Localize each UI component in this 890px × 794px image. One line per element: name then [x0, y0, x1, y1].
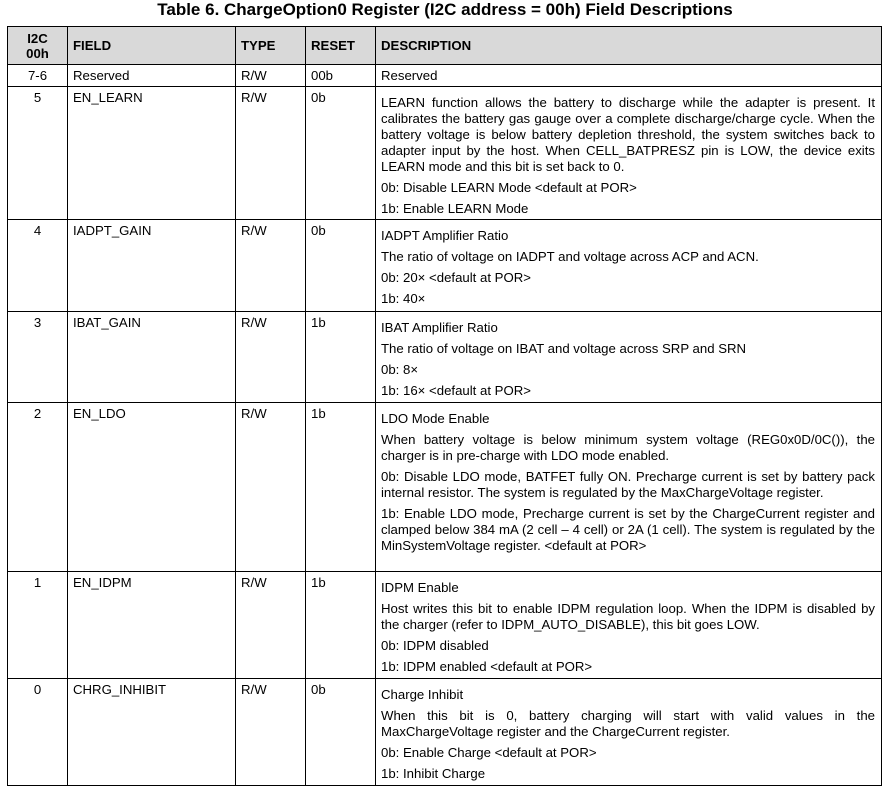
bit-cell: 3: [8, 312, 68, 403]
bit-cell: 5: [8, 87, 68, 220]
desc-option: 1b: 16× <default at POR>: [381, 383, 531, 398]
bit-cell: 7-6: [8, 65, 68, 87]
field-cell: IBAT_GAIN: [68, 312, 236, 403]
table-row: [8, 403, 882, 572]
reset-cell: 0b: [306, 87, 376, 220]
desc-option: 1b: 40×: [381, 291, 426, 306]
header-field: FIELD: [68, 27, 236, 65]
bit-cell: 1: [8, 572, 68, 679]
header-bit: [8, 27, 68, 65]
desc-heading: LDO Mode Enable: [381, 411, 490, 426]
description-cell: [376, 679, 882, 786]
bit-cell: 4: [8, 220, 68, 312]
header-bit-line1: I2C: [27, 30, 48, 46]
description-cell: [376, 220, 882, 312]
table-row: [8, 65, 882, 87]
desc-text: The ratio of voltage on IBAT and voltage across SRP and SRN: [381, 341, 747, 356]
reset-cell: 00b: [306, 65, 376, 87]
table-row: [8, 220, 882, 312]
desc-option: 0b: 8×: [381, 362, 419, 377]
desc-option: 0b: Disable LEARN Mode <default at POR>: [381, 180, 637, 195]
type-cell: R/W: [236, 572, 306, 679]
desc-heading: IADPT Amplifier Ratio: [381, 228, 509, 243]
desc-option: 1b: IDPM enabled <default at POR>: [381, 659, 593, 674]
header-description: DESCRIPTION: [376, 27, 882, 65]
reset-cell: 1b: [306, 572, 376, 679]
type-cell: R/W: [236, 679, 306, 786]
table-row: [8, 572, 882, 679]
desc-option: 1b: Inhibit Charge: [381, 766, 486, 781]
description-cell: [376, 87, 882, 220]
desc-option: 0b: Enable Charge <default at POR>: [381, 745, 597, 760]
desc-text: The ratio of voltage on IADPT and voltage across ACP and ACN.: [381, 249, 759, 264]
field-cell: EN_IDPM: [68, 572, 236, 679]
type-cell: R/W: [236, 87, 306, 220]
field-cell: EN_LEARN: [68, 87, 236, 220]
desc-heading: IDPM Enable: [381, 580, 459, 595]
reset-cell: 1b: [306, 312, 376, 403]
field-cell: Reserved: [68, 65, 236, 87]
desc-text: LEARN function allows the battery to discharge while the adapter is present. It calibrates the battery gas gauge over a complete discharge/charge cycle. When the battery voltage is below battery depletion threshold, the system switches back to adapter input by the host. When CELL_BATPRESZ pin is LOW, the device exits LEARN mode and this bit is set back to 0.: [381, 95, 875, 174]
header-row: [8, 27, 882, 65]
bit-cell: 2: [8, 403, 68, 572]
desc-option: 1b: Enable LEARN Mode: [381, 201, 529, 216]
table-row: [8, 312, 882, 403]
desc-option: 1b: Enable LDO mode, Precharge current is set by the ChargeCurrent register and clamped below 384 mA (2 cell – 4 cell) or 2A (1 cell). The system is regulated by the MinSystemVoltage register. <default at POR>: [381, 506, 875, 553]
header-type: TYPE: [236, 27, 306, 65]
desc-option: 0b: IDPM disabled: [381, 638, 489, 653]
reset-cell: 0b: [306, 679, 376, 786]
type-cell: R/W: [236, 65, 306, 87]
desc-heading: IBAT Amplifier Ratio: [381, 320, 498, 335]
field-cell: IADPT_GAIN: [68, 220, 236, 312]
header-bit-line2: 00h: [26, 45, 49, 61]
field-descriptions-table: [7, 26, 882, 786]
bit-cell: 0: [8, 679, 68, 786]
table-row: [8, 679, 882, 786]
desc-text: When battery voltage is below minimum system voltage (REG0x0D/0C()), the charger is in pre-charge with LDO mode enabled.: [381, 432, 875, 463]
description-cell: [376, 403, 882, 572]
desc-option: 0b: 20× <default at POR>: [381, 270, 531, 285]
type-cell: R/W: [236, 312, 306, 403]
table-row: [8, 87, 882, 220]
reset-cell: 1b: [306, 403, 376, 572]
header-reset: RESET: [306, 27, 376, 65]
description-cell: [376, 572, 882, 679]
type-cell: R/W: [236, 220, 306, 312]
table-title: Table 6. ChargeOption0 Register (I2C address = 00h) Field Descriptions: [157, 0, 733, 19]
field-cell: EN_LDO: [68, 403, 236, 572]
description-cell: [376, 312, 882, 403]
type-cell: R/W: [236, 403, 306, 572]
desc-option: 0b: Disable LDO mode, BATFET fully ON. Precharge current is set by battery pack internal resistor. The system is regulated by the MaxChargeVoltage register.: [381, 469, 875, 500]
desc-text: Reserved: [381, 68, 438, 83]
reset-cell: 0b: [306, 220, 376, 312]
field-cell: CHRG_INHIBIT: [68, 679, 236, 786]
desc-text: Host writes this bit to enable IDPM regulation loop. When the IDPM is disabled by the charger (refer to IDPM_AUTO_DISABLE), this bit goes LOW.: [381, 601, 875, 632]
description-cell: [376, 65, 882, 87]
desc-heading: Charge Inhibit: [381, 687, 464, 702]
desc-text: When this bit is 0, battery charging will start with valid values in the MaxChargeVoltage register and the ChargeCurrent register.: [381, 708, 875, 739]
